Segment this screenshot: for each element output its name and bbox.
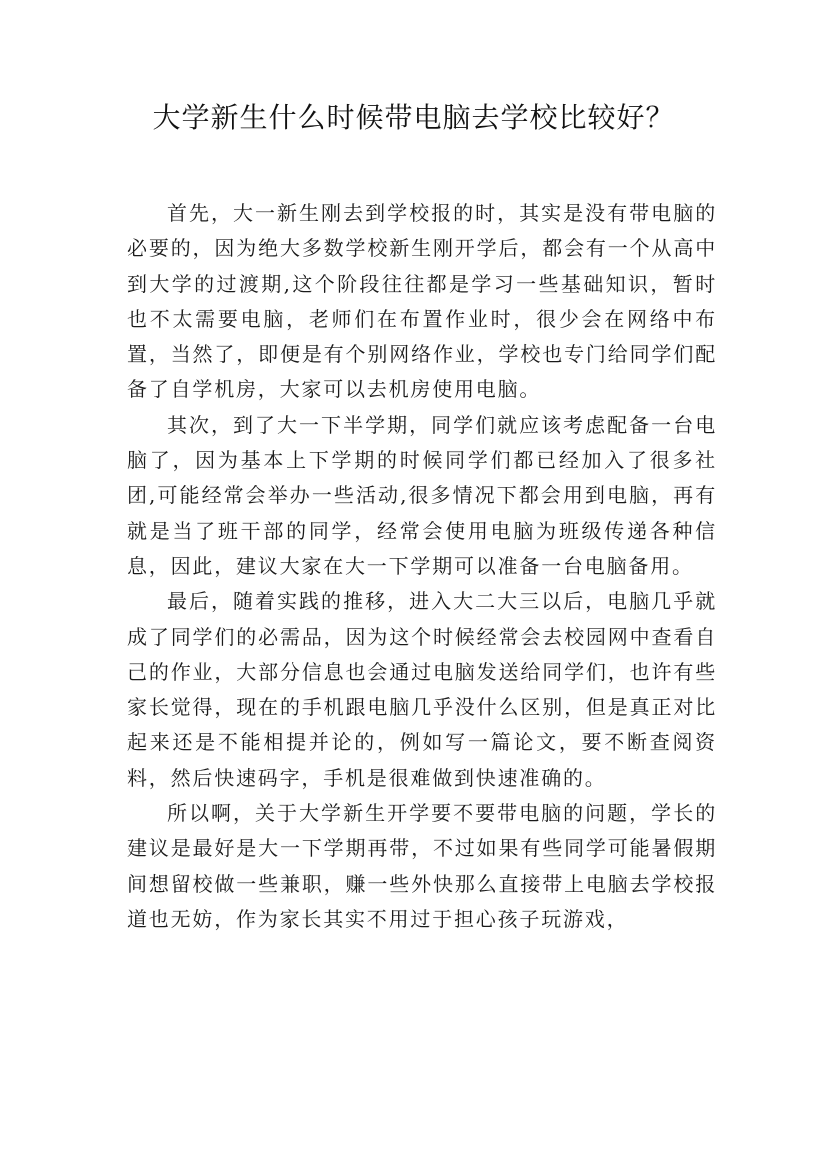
paragraph-1: 首先，大一新生刚去到学校报的时，其实是没有带电脑的必要的，因为绝大多数学校新生刚开学后，都会有一个从高中到大学的过渡期,这个阶段往往都是学习一些基础知识，暂时也不太需要电脑，老师们在布置作业时，很少会在网络中布置，当然了，即便是有个别网络作业，学校也专门给同学们配备了自学机房，大家可以去机房使用电脑。 (127, 201, 717, 402)
document-title: 大学新生什么时候带电脑去学校比较好？ (152, 101, 675, 134)
paragraph-3: 最后，随着实践的推移，进入大二大三以后，电脑几乎就成了同学们的必需品，因为这个时候经常会去校园网中查看自己的作业，大部分信息也会通过电脑发送给同学们，也许有些家长觉得，现在的手机跟电脑几乎没什么区别，但是真正对比起来还是不能相提并论的，例如写一篇论文，要不断查阅资料，然后快速码字，手机是很难做到快速准确的。 (127, 589, 717, 790)
paragraph-4: 所以啊，关于大学新生开学要不要带电脑的问题，学长的建议是最好是大一下学期再带，不过如果有些同学可能暑假期间想留校做一些兼职，赚一些外快那么直接带上电脑去学校报道也无妨，作为家长其实不用过于担心孩子玩游戏， (127, 801, 717, 931)
paragraph-2: 其次，到了大一下半学期，同学们就应该考虑配备一台电脑了，因为基本上下学期的时候同学们都已经加入了很多社团,可能经常会举办一些活动,很多情况下都会用到电脑，再有就是当了班干部的同学，经常会使用电脑为班级传递各种信息，因此，建议大家在大一下学期可以准备一台电脑备用。 (127, 412, 717, 578)
document-body (127, 196, 717, 937)
